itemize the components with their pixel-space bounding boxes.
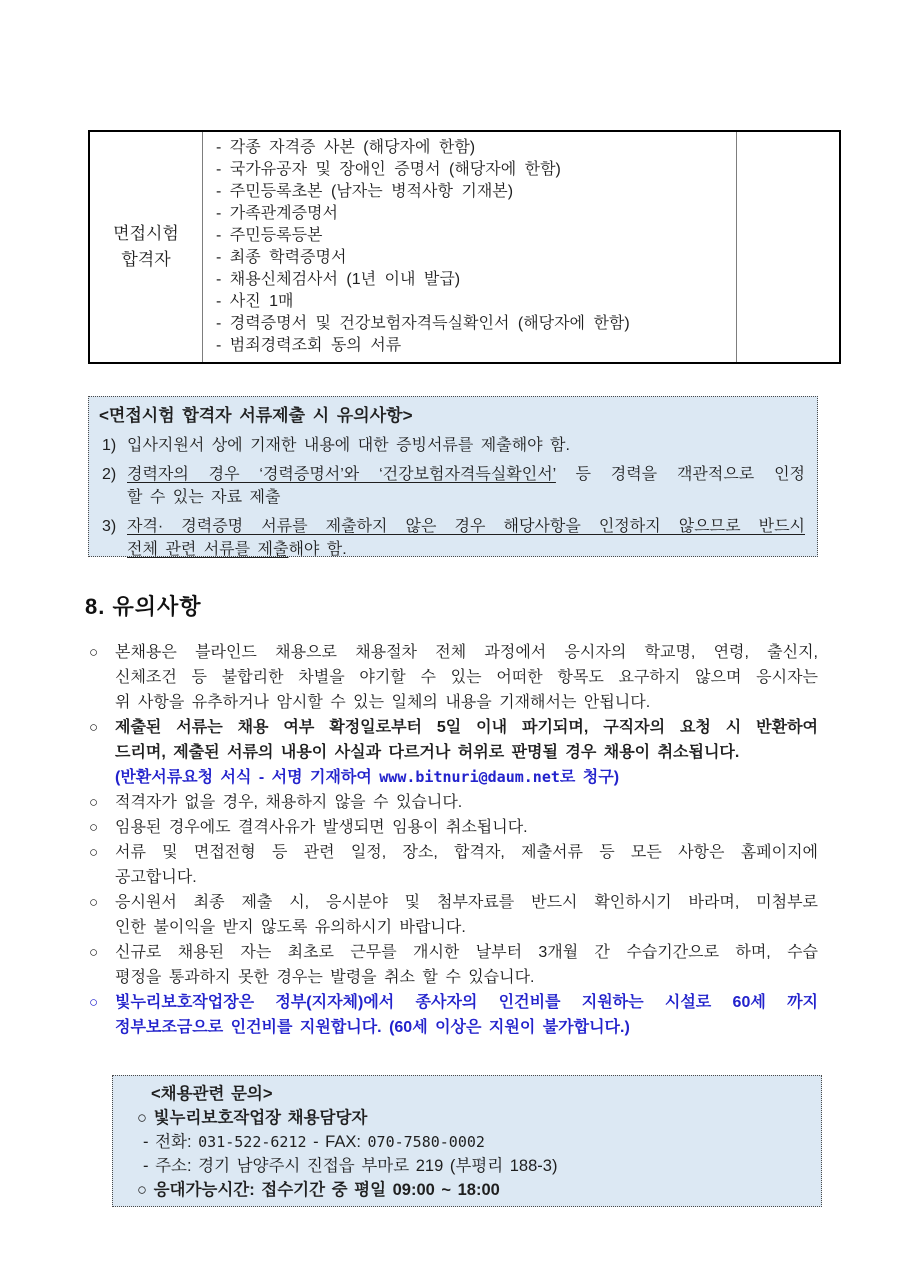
bullet-line: 공고합니다. [115,869,197,886]
document-item: - 각종 자격증 사본 (해당자에 한함) [216,139,476,156]
return-request-email: www.bitnuri@daum.net [379,768,560,786]
section-heading: 8. 유의사항 [85,594,202,619]
notice-item-text-underlined: 경력자의 경우 ‘경력증명서’와 ‘건강보험자격득실확인서’ [127,466,556,483]
bullet-line: 서류 및 면접전형 등 관련 일정, 장소, 합격자, 제출서류 등 모든 사항은 홈페이지에 [115,844,818,861]
table-cell-empty [737,131,841,363]
table-cell-document-list [203,131,737,363]
contact-hours-line [127,1178,811,1202]
document-item: - 주민등록초본 (남자는 병적사항 기재본) [216,183,514,200]
notice-box-title: <면접시험 합격자 서류제출 시 유의사항> [99,406,413,425]
circle-bullet-icon: ○ [89,994,99,1011]
notice-item-1 [99,434,805,457]
bullet-line: 위 사항을 유추하거나 암시할 수 있는 일체의 내용을 기재해서는 안됩니다. [115,694,651,711]
fax-label: - FAX: [306,1133,368,1151]
phone-label: - 전화: [143,1133,199,1151]
bullet-line: 본채용은 블라인드 채용으로 채용절차 전체 과정에서 응시자의 학교명, 연령, 출신지, [115,644,818,661]
notice-item-number: 3) [102,518,117,535]
document-item: - 채용신체검사서 (1년 이내 발급) [216,271,461,288]
bullet-item-probation [88,940,818,990]
notice-item-text-underlined: 전체 관련 서류를 제출 [127,541,289,558]
table-row-header [89,131,203,363]
notice-item-line [127,538,805,561]
circle-bullet-icon: ○ [137,1181,147,1199]
document-item: - 주민등록등본 [216,227,323,244]
bullet-line: 응시원서 최종 제출 시, 응시분야 및 첨부자료를 반드시 확인하시기 바라며, 미첨부로 [115,894,818,911]
hours-value: 접수기간 중 평일 09:00 ~ 18:00 [261,1181,500,1199]
document-item: - 경력증명서 및 건강보험자격득실확인서 (해당자에 한함) [216,315,630,332]
bullet-line: 신규로 채용된 자는 최초로 근무를 개시한 날부터 3개월 간 수습기간으로 하며, 수습 [115,944,818,961]
hours-label: 응대가능시간: [153,1181,262,1199]
notice-item-line-underlined: 자격· 경력증명 서류를 제출하지 않은 경우 해당사항을 인정하지 않으므로 반드시 [127,518,805,535]
bullet-item-blind-hiring [88,640,818,715]
bullet-line: 제출된 서류는 채용 여부 확정일로부터 5일 이내 파기되며, 구직자의 요청 시 반환하여 [115,719,818,736]
document-item: - 국가유공자 및 장애인 증명서 (해당자에 한함) [216,161,561,178]
contact-phone-line [127,1130,811,1154]
contact-address-line: - 주소: 경기 남양주시 진접읍 부마로 219 (부평리 188-3) [143,1157,558,1175]
bullet-item-homepage-notice [88,840,818,890]
notice-item-text: 등 경력을 객관적으로 인정 [555,466,805,483]
row-header-line: 면접시험 [113,224,179,243]
contact-org: 빛누리보호작업장 채용담당자 [153,1109,368,1127]
document-item: - 범죄경력조회 동의 서류 [216,337,402,354]
notice-item-number: 2) [102,466,117,483]
bullet-line-return-request [115,765,818,790]
bullet-item-no-qualified [88,790,818,815]
bullet-item-disqualification [88,815,818,840]
circle-bullet-icon: ○ [89,719,99,736]
return-request-text: 로 청구) [559,769,620,786]
bullet-line: 평정을 통과하지 못한 경우는 발령을 취소 할 수 있습니다. [115,969,535,986]
bullet-line: 드리며, 제출된 서류의 내용이 사실과 다르거나 허위로 판명될 경우 채용이 취소됩니다. [115,744,740,761]
notice-item-text: 입사지원서 상에 기재한 내용에 대한 증빙서류를 제출해야 함. [127,437,570,454]
circle-bullet-icon: ○ [89,894,99,911]
fax-number: 070-7580-0002 [367,1133,485,1151]
document-item: - 최종 학력증명서 [216,249,347,266]
row-header-line: 합격자 [121,250,171,269]
document-item: - 사진 1매 [216,293,294,310]
required-documents-table [88,130,841,364]
notice-box [88,396,818,557]
bullet-line: 신체조건 등 불합리한 차별을 야기할 수 있는 어떠한 항목도 요구하지 않으며 응시자는 [115,669,818,686]
circle-bullet-icon: ○ [137,1109,147,1127]
bullet-line: 적격자가 없을 경우, 채용하지 않을 수 있습니다. [115,794,463,811]
table-row [89,131,840,363]
circle-bullet-icon: ○ [89,644,99,661]
bullet-line: 임용된 경우에도 결격사유가 발생되면 임용이 취소됩니다. [115,819,528,836]
circle-bullet-icon: ○ [89,944,99,961]
return-request-text: (반환서류요청 서식 - 서명 기재하여 [115,769,380,786]
notice-item-2 [99,463,805,509]
phone-number: 031-522-6212 [198,1133,307,1151]
contact-org-line [127,1106,811,1130]
bullet-item-document-return [88,715,818,790]
notes-bullet-list [88,640,818,1040]
bullet-line: 정부보조금으로 인건비를 지원합니다. (60세 이상은 지원이 불가합니다.) [115,1019,630,1036]
document-item: - 가족관계증명서 [216,205,338,222]
circle-bullet-icon: ○ [89,844,99,861]
circle-bullet-icon: ○ [89,794,99,811]
contact-box-title: <채용관련 문의> [151,1085,273,1103]
bullet-item-check-attachments [88,890,818,940]
bullet-line: 인한 불이익을 받지 않도록 유의하시기 바랍니다. [115,919,466,936]
notice-item-line: 할 수 있는 자료 제출 [127,489,281,506]
notice-item-text: 해야 함. [288,541,347,558]
circle-bullet-icon: ○ [89,819,99,836]
bullet-item-subsidy [88,990,818,1040]
notice-item-number: 1) [102,437,117,454]
bullet-line: 빛누리보호작업장은 정부(지자체)에서 종사자의 인건비를 지원하는 시설로 60세 까지 [115,994,818,1011]
notice-item-line [127,463,805,486]
contact-box [112,1075,822,1207]
notice-item-3 [99,515,805,561]
